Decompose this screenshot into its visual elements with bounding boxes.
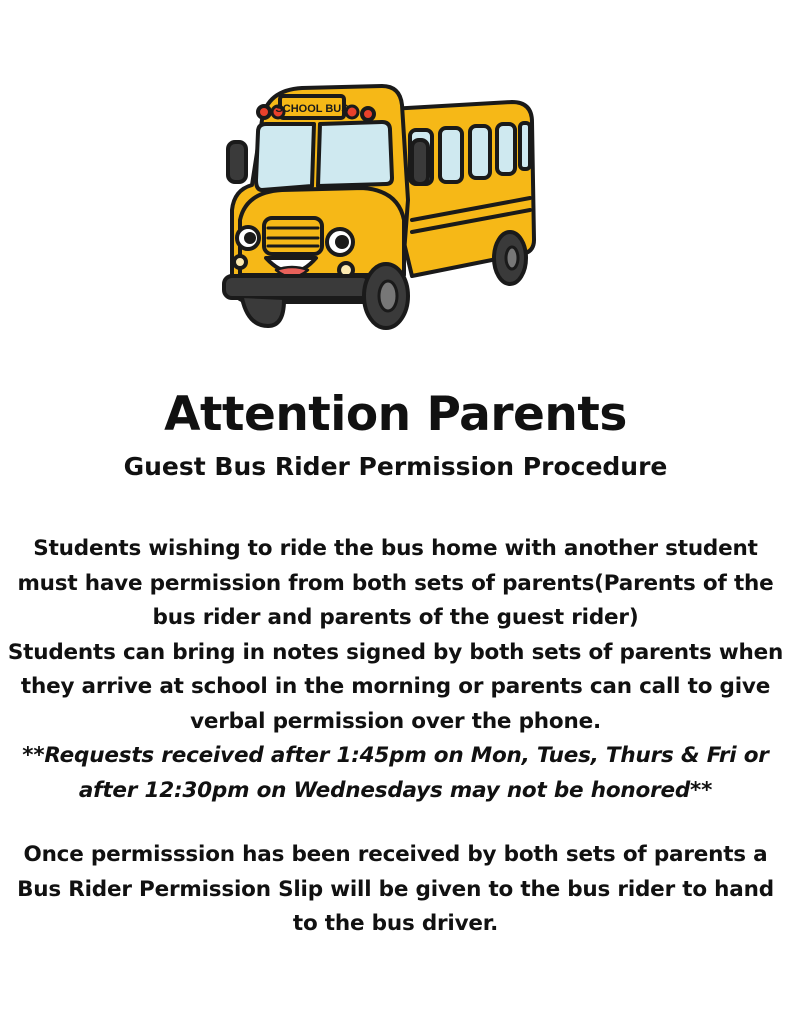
paragraph-permission-slip: Once permisssion has been received by both sets of parents a Bus Rider Permission Slip will be given to the bus rider to hand to the bus driver. [17,842,774,936]
paragraph-deadline-warning: **Requests received after 1:45pm on Mon, Tues, Thurs & Fri or after 12:30pm on Wednesdays may not be honored** [22,743,769,803]
page-subtitle: Guest Bus Rider Permission Procedure [123,452,668,481]
page-title: Attention Parents [164,387,627,442]
school-bus-illustration [222,80,542,335]
paragraph-permission-requirement: Students wishing to ride the bus home with another student must have permission from both sets of parents(Parents of the bus rider and parents of the guest rider) [17,536,774,630]
closing-text-block [4,838,787,942]
procedure-text-block [4,532,787,808]
bus-sign-text: SCHOOL BUS [275,103,349,115]
paragraph-notes-or-call: Students can bring in notes signed by both sets of parents when they arrive at school in the morning or parents can call to give verbal permission over the phone. [7,639,784,734]
